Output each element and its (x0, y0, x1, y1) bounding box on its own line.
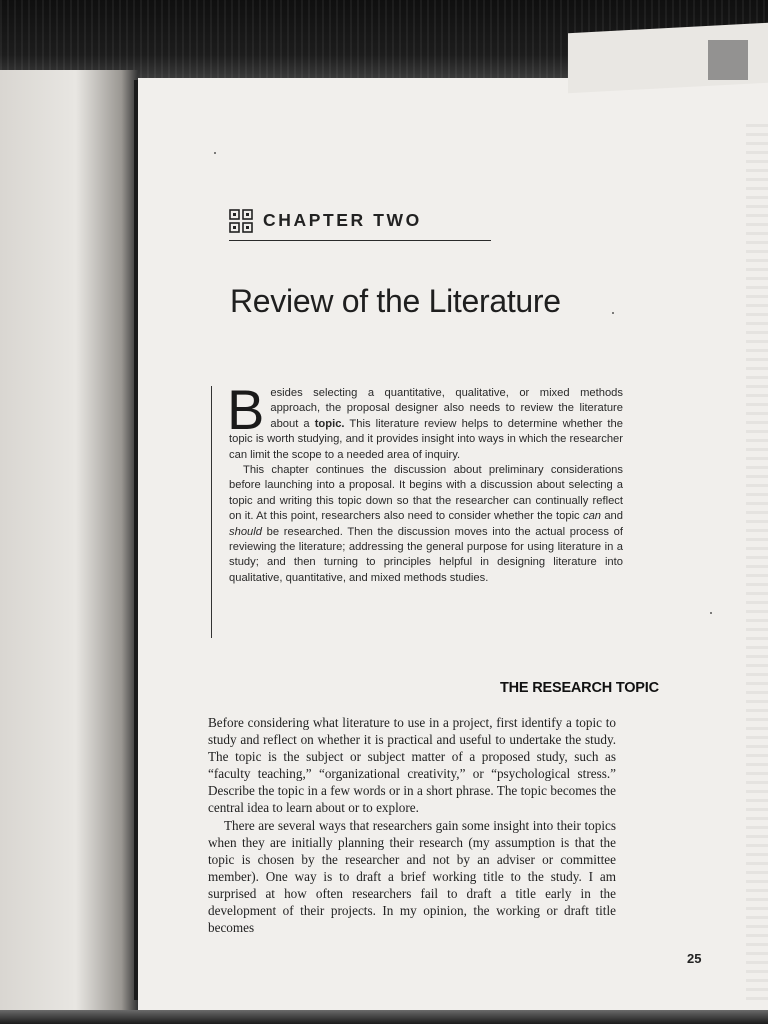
scan-left-edge (0, 70, 138, 1024)
intro-emphasis-can: can (582, 510, 602, 523)
section-heading: THE RESEARCH TOPIC (500, 680, 659, 696)
intro-emphasis-should: should (229, 525, 262, 538)
chapter-intro (211, 378, 623, 638)
chapter-header (229, 206, 491, 241)
intro-paragraph (229, 463, 623, 586)
drop-cap: B (227, 378, 265, 441)
intro-text-run: and (601, 510, 623, 523)
section-body (208, 714, 616, 936)
scan-dust (710, 612, 712, 614)
intro-keyword-topic: topic. (314, 417, 345, 430)
scan-dust (214, 152, 216, 154)
intro-paragraph (227, 378, 623, 463)
scan-corner-shadow (708, 40, 748, 80)
scan-bottom-edge (0, 1010, 768, 1024)
intro-text-run: be researched. Then the discussion moves into the actual process of reviewing the literature; addressing the general purpose for using literature in a study; and then turning to principles helpful in designing literature into qualitative, quantitative, and mixed methods studies. (229, 525, 623, 584)
body-paragraph: Before considering what literature to use in a project, first identify a topic to study and reflect on whether it is practical and useful to undertake the study. The topic is the subject or subject matter of a proposed study, such as “faculty teaching,” “organizational creativity,” or “psychological stress.” Describe the topic in a few words or in a short phrase. The topic becomes the central idea to learn about or to explore. (208, 715, 616, 816)
scan-right-speckle (746, 120, 768, 1000)
scan-dust (612, 312, 614, 314)
body-paragraph: There are several ways that researchers gain some insight into their topics when they are initially planning their research (my assumption is that the topic is chosen by the researcher and not by an adviser or committee member). One way is to draft a brief working title to the study. I am surprised at how often researchers fail to draft a title early in the development of their projects. In my opinion, the working or draft title becomes (208, 817, 616, 936)
chapter-ornament-icon (229, 209, 253, 233)
intro-text-run: This chapter continues the discussion about preliminary considerations before launching into a proposal. It begins with a discussion about selecting a topic and writing this topic down so that the researcher can continually reflect on it. At this point, researchers also need to consider whether the topic (229, 464, 623, 523)
book-spine-line (134, 80, 138, 1000)
page-number: 25 (687, 951, 702, 966)
intro-text-run: This literature review helps to determine whether the topic is worth studying, and it provides insight into ways in which the researcher can limit the scope to a needed area of inquiry. (229, 417, 623, 461)
chapter-title: Review of the Literature (230, 283, 561, 319)
intro-text-run: esides selecting a quantitative, qualitative, or mixed methods approach, the proposal designer also needs to review the literature about a (270, 387, 623, 430)
intro-text (227, 378, 623, 586)
chapter-label: CHAPTER TWO (263, 210, 422, 230)
